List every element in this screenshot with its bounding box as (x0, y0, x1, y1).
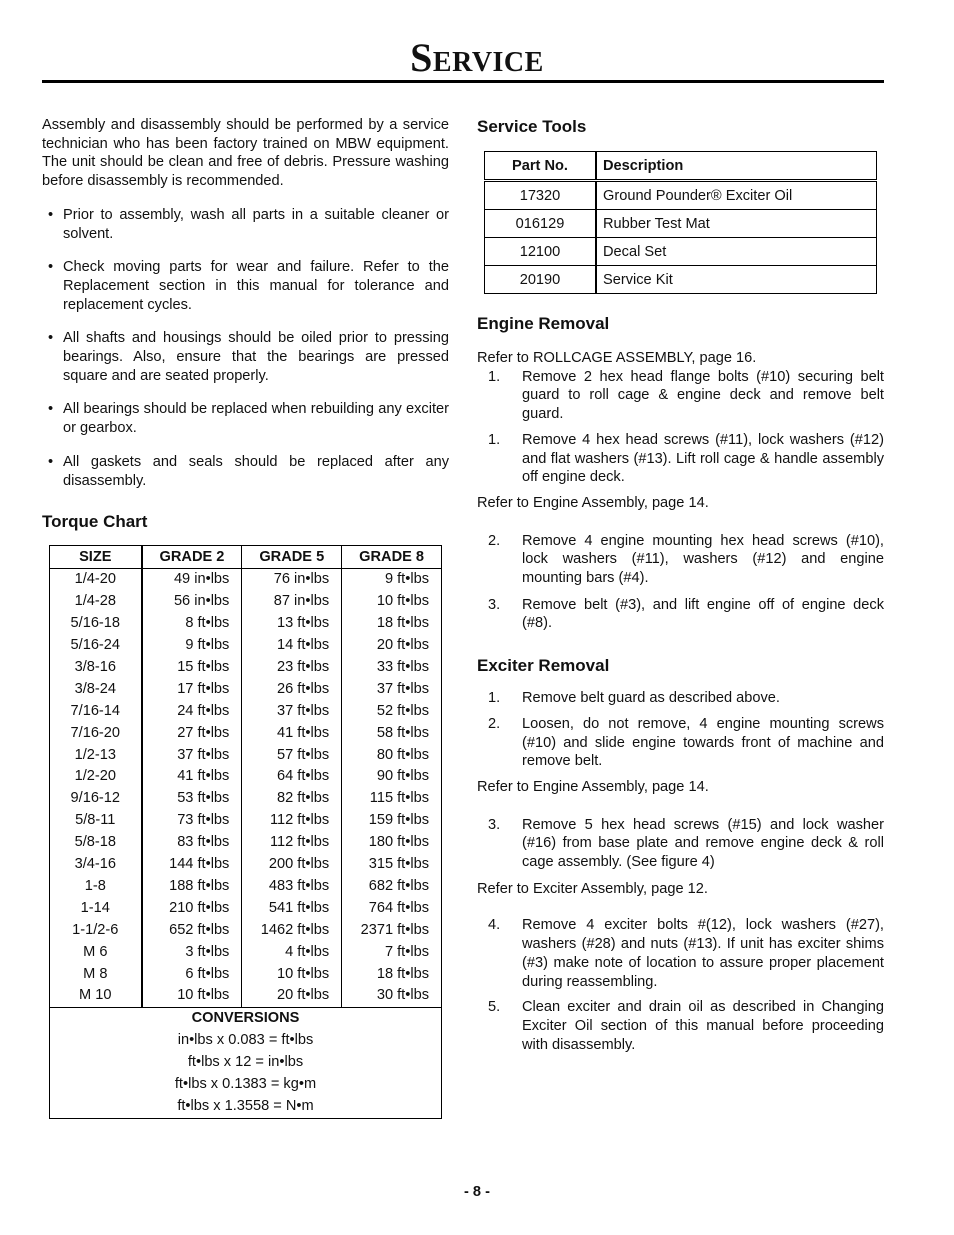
step-number: 1. (488, 431, 501, 448)
grade5-torque: 112 ft•lbs (242, 810, 342, 832)
step-number: 1. (488, 690, 501, 707)
bullet-text: Check moving parts for wear and failure. Refer to the Replacement section in this manual for tolerance and replacement cycles. (63, 259, 449, 313)
grade2-torque: 144 ft•lbs (142, 854, 242, 876)
col-header-grade8: GRADE 8 (342, 546, 442, 569)
right-column (477, 116, 884, 1054)
bolt-size: 7/16-20 (50, 723, 142, 745)
grade2-torque: 17 ft•lbs (142, 679, 242, 701)
table-row (50, 898, 442, 920)
conversion-text: ft•lbs x 12 = in•lbs (50, 1052, 442, 1074)
page-title-initial: S (410, 35, 433, 80)
exciter-ref-1: Refer to Engine Assembly, page 14. (477, 778, 709, 795)
list-item (477, 916, 884, 991)
grade5-torque: 57 ft•lbs (242, 745, 342, 767)
grade5-torque: 541 ft•lbs (242, 898, 342, 920)
intro-paragraph: Assembly and disassembly should be performed by a service technician who has been factory trained on MBW equipment. The unit should be clean and free of debris. Pressure washing before disassembly is recommended. (42, 117, 449, 190)
grade5-torque: 37 ft•lbs (242, 701, 342, 723)
engine-steps-a (477, 368, 884, 487)
list-item (477, 715, 884, 771)
part-description: Decal Set (596, 238, 877, 266)
bolt-size: 1-1/2-6 (50, 920, 142, 942)
grade5-torque: 10 ft•lbs (242, 964, 342, 986)
grade8-torque: 18 ft•lbs (342, 613, 442, 635)
engine-removal-heading: Engine Removal (477, 314, 610, 333)
grade5-torque: 20 ft•lbs (242, 985, 342, 1007)
table-row (50, 810, 442, 832)
service-tools-table (484, 151, 877, 294)
bolt-size: 1-8 (50, 876, 142, 898)
part-number: 20190 (485, 266, 597, 294)
grade2-torque: 73 ft•lbs (142, 810, 242, 832)
table-row (50, 985, 442, 1007)
grade5-torque: 4 ft•lbs (242, 942, 342, 964)
bullet-text: Prior to assembly, wash all parts in a suitable cleaner or solvent. (63, 206, 449, 242)
bullet-text: All shafts and housings should be oiled prior to pressing bearings. Also, ensure that the bearings are pressed square and are seated properly. (63, 330, 449, 384)
page-number: - 8 - (464, 1184, 490, 1200)
grade2-torque: 652 ft•lbs (142, 920, 242, 942)
engine-ref-2: Refer to Engine Assembly, page 14. (477, 494, 709, 511)
grade8-torque: 7 ft•lbs (342, 942, 442, 964)
grade8-torque: 80 ft•lbs (342, 745, 442, 767)
list-item (477, 689, 884, 708)
grade8-torque: 180 ft•lbs (342, 832, 442, 854)
table-row (485, 181, 877, 210)
exciter-steps-a (477, 689, 884, 771)
step-text: Remove belt (#3), and lift engine off of engine deck (#8). (522, 596, 884, 632)
bolt-size: 5/8-11 (50, 810, 142, 832)
bullet-text: All gaskets and seals should be replaced after any disassembly. (63, 453, 449, 489)
conversion-row (50, 1096, 442, 1118)
grade2-torque: 9 ft•lbs (142, 635, 242, 657)
part-description: Service Kit (596, 266, 877, 294)
grade8-torque: 315 ft•lbs (342, 854, 442, 876)
conversions-heading: CONVERSIONS (50, 1008, 442, 1030)
service-tools-heading: Service Tools (477, 117, 587, 136)
col-header-part-no: Part No. (485, 152, 597, 181)
step-text: Remove 4 hex head screws (#11), lock washers (#12) and flat washers (#13). Lift roll cage & handle assembly off engine deck. (522, 431, 884, 486)
grade2-torque: 3 ft•lbs (142, 942, 242, 964)
exciter-steps-c (477, 916, 884, 1054)
torque-body (50, 569, 442, 1008)
bolt-size: 3/8-24 (50, 679, 142, 701)
grade2-torque: 41 ft•lbs (142, 766, 242, 788)
step-text: Remove 4 engine mounting hex head screws (#10), lock washers (#11), washers (#12) and engine mounting bars (#4). (522, 532, 884, 587)
grade5-torque: 41 ft•lbs (242, 723, 342, 745)
exciter-steps-b (477, 816, 884, 872)
grade2-torque: 8 ft•lbs (142, 613, 242, 635)
grade5-torque: 14 ft•lbs (242, 635, 342, 657)
step-number: 2. (488, 715, 501, 732)
conversion-text: ft•lbs x 0.1383 = kg•m (50, 1074, 442, 1096)
grade8-torque: 18 ft•lbs (342, 964, 442, 986)
table-row (50, 854, 442, 876)
bolt-size: 9/16-12 (50, 788, 142, 810)
grade8-torque: 30 ft•lbs (342, 985, 442, 1007)
grade5-torque: 1462 ft•lbs (242, 920, 342, 942)
table-row (485, 266, 877, 294)
step-number: 2. (488, 532, 501, 549)
grade5-torque: 200 ft•lbs (242, 854, 342, 876)
bullet-icon: • (48, 453, 54, 470)
bolt-size: M 10 (50, 985, 142, 1007)
grade5-torque: 64 ft•lbs (242, 766, 342, 788)
torque-chart-table (49, 545, 442, 1119)
table-row (485, 210, 877, 238)
exciter-removal-heading: Exciter Removal (477, 656, 610, 676)
conversions-header-row (50, 1008, 442, 1030)
table-row (485, 238, 877, 266)
grade2-torque: 6 ft•lbs (142, 964, 242, 986)
grade8-torque: 764 ft•lbs (342, 898, 442, 920)
bolt-size: 5/16-18 (50, 613, 142, 635)
page-title (0, 34, 954, 81)
bolt-size: 5/8-18 (50, 832, 142, 854)
bullet-item (42, 206, 449, 243)
bullet-item (42, 400, 449, 437)
bullet-icon: • (48, 206, 54, 223)
step-text: Remove 5 hex head screws (#15) and lock washer (#16) from base plate and remove engine deck & roll cage assembly. (See figure 4) (522, 816, 884, 871)
col-header-description: Description (596, 152, 877, 181)
conversion-text: in•lbs x 0.083 = ft•lbs (50, 1030, 442, 1052)
grade2-torque: 27 ft•lbs (142, 723, 242, 745)
bolt-size: 7/16-14 (50, 701, 142, 723)
engine-steps-b (477, 532, 884, 634)
grade2-torque: 24 ft•lbs (142, 701, 242, 723)
bullet-icon: • (48, 259, 54, 276)
torque-chart-heading: Torque Chart (42, 512, 148, 532)
table-row (50, 701, 442, 723)
step-text: Remove belt guard as described above. (522, 690, 780, 707)
list-item (477, 596, 884, 633)
bullet-icon: • (48, 330, 54, 347)
table-row (50, 591, 442, 613)
left-column (42, 116, 449, 1119)
table-row (50, 635, 442, 657)
part-number: 12100 (485, 238, 597, 266)
bullet-item (42, 329, 449, 385)
bullet-icon: • (48, 401, 54, 418)
tools-header-row (485, 152, 877, 181)
list-item (477, 532, 884, 588)
table-row (50, 964, 442, 986)
grade8-torque: 33 ft•lbs (342, 657, 442, 679)
grade2-torque: 56 in•lbs (142, 591, 242, 613)
grade5-torque: 112 ft•lbs (242, 832, 342, 854)
grade8-torque: 52 ft•lbs (342, 701, 442, 723)
title-rule (42, 80, 884, 83)
grade8-torque: 2371 ft•lbs (342, 920, 442, 942)
step-number: 5. (488, 999, 501, 1016)
step-text: Remove 2 hex head flange bolts (#10) securing belt guard to roll cage & engine deck and remove belt guard. (522, 368, 884, 423)
grade8-torque: 10 ft•lbs (342, 591, 442, 613)
step-text: Clean exciter and drain oil as described in Changing Exciter Oil section of this manual before proceeding with disassembly. (522, 999, 884, 1053)
bullet-item (42, 258, 449, 314)
grade2-torque: 10 ft•lbs (142, 985, 242, 1007)
table-row (50, 832, 442, 854)
conversion-text: ft•lbs x 1.3558 = N•m (50, 1096, 442, 1118)
conversion-row (50, 1074, 442, 1096)
bolt-size: M 6 (50, 942, 142, 964)
bolt-size: 1-14 (50, 898, 142, 920)
step-text: Remove 4 exciter bolts #(12), lock washers (#27), washers (#28) and nuts (#13). If unit has exciter shims (#3) make note of location to assure proper placement during reassembling. (522, 917, 884, 990)
table-row (50, 942, 442, 964)
grade8-torque: 20 ft•lbs (342, 635, 442, 657)
step-text: Loosen, do not remove, 4 engine mounting screws (#10) and slide engine towards front of machine and remove belt. (522, 715, 884, 770)
table-row (50, 679, 442, 701)
exciter-ref-2: Refer to Exciter Assembly, page 12. (477, 880, 708, 897)
grade5-torque: 26 ft•lbs (242, 679, 342, 701)
page-title-rest: ervice (432, 35, 544, 80)
grade8-torque: 58 ft•lbs (342, 723, 442, 745)
engine-ref-1: Refer to ROLLCAGE ASSEMBLY, page 16. (477, 350, 757, 366)
table-row (50, 657, 442, 679)
bolt-size: 1/4-28 (50, 591, 142, 613)
bullet-item (42, 453, 449, 490)
intro-bullets (42, 206, 449, 490)
col-header-grade5: GRADE 5 (242, 546, 342, 569)
grade2-torque: 210 ft•lbs (142, 898, 242, 920)
grade5-torque: 23 ft•lbs (242, 657, 342, 679)
part-number: 016129 (485, 210, 597, 238)
grade2-torque: 15 ft•lbs (142, 657, 242, 679)
grade5-torque: 483 ft•lbs (242, 876, 342, 898)
step-number: 4. (488, 917, 501, 934)
grade8-torque: 115 ft•lbs (342, 788, 442, 810)
bolt-size: M 8 (50, 964, 142, 986)
list-item (477, 816, 884, 872)
grade5-torque: 76 in•lbs (242, 569, 342, 591)
grade2-torque: 49 in•lbs (142, 569, 242, 591)
bolt-size: 1/4-20 (50, 569, 142, 591)
torque-header-row (50, 546, 442, 569)
bullet-text: All bearings should be replaced when rebuilding any exciter or gearbox. (63, 401, 449, 437)
part-number: 17320 (485, 181, 597, 210)
grade5-torque: 87 in•lbs (242, 591, 342, 613)
table-row (50, 876, 442, 898)
bolt-size: 5/16-24 (50, 635, 142, 657)
col-header-size: SIZE (50, 546, 142, 569)
grade2-torque: 37 ft•lbs (142, 745, 242, 767)
grade2-torque: 83 ft•lbs (142, 832, 242, 854)
grade5-torque: 13 ft•lbs (242, 613, 342, 635)
grade8-torque: 37 ft•lbs (342, 679, 442, 701)
table-row (50, 788, 442, 810)
part-description: Rubber Test Mat (596, 210, 877, 238)
grade8-torque: 90 ft•lbs (342, 766, 442, 788)
grade8-torque: 9 ft•lbs (342, 569, 442, 591)
bolt-size: 1/2-13 (50, 745, 142, 767)
conversion-row (50, 1052, 442, 1074)
part-description: Ground Pounder® Exciter Oil (596, 181, 877, 210)
bolt-size: 3/8-16 (50, 657, 142, 679)
col-header-grade2: GRADE 2 (142, 546, 242, 569)
table-row (50, 745, 442, 767)
table-row (50, 766, 442, 788)
table-row (50, 613, 442, 635)
grade8-torque: 682 ft•lbs (342, 876, 442, 898)
grade2-torque: 188 ft•lbs (142, 876, 242, 898)
grade5-torque: 82 ft•lbs (242, 788, 342, 810)
list-item (477, 998, 884, 1054)
table-row (50, 569, 442, 591)
list-item (477, 368, 884, 424)
grade8-torque: 159 ft•lbs (342, 810, 442, 832)
table-row (50, 723, 442, 745)
list-item (477, 431, 884, 487)
bolt-size: 3/4-16 (50, 854, 142, 876)
grade2-torque: 53 ft•lbs (142, 788, 242, 810)
bolt-size: 1/2-20 (50, 766, 142, 788)
step-number: 3. (488, 596, 501, 613)
step-number: 1. (488, 368, 501, 385)
step-number: 3. (488, 816, 501, 833)
conversion-row (50, 1030, 442, 1052)
table-row (50, 920, 442, 942)
